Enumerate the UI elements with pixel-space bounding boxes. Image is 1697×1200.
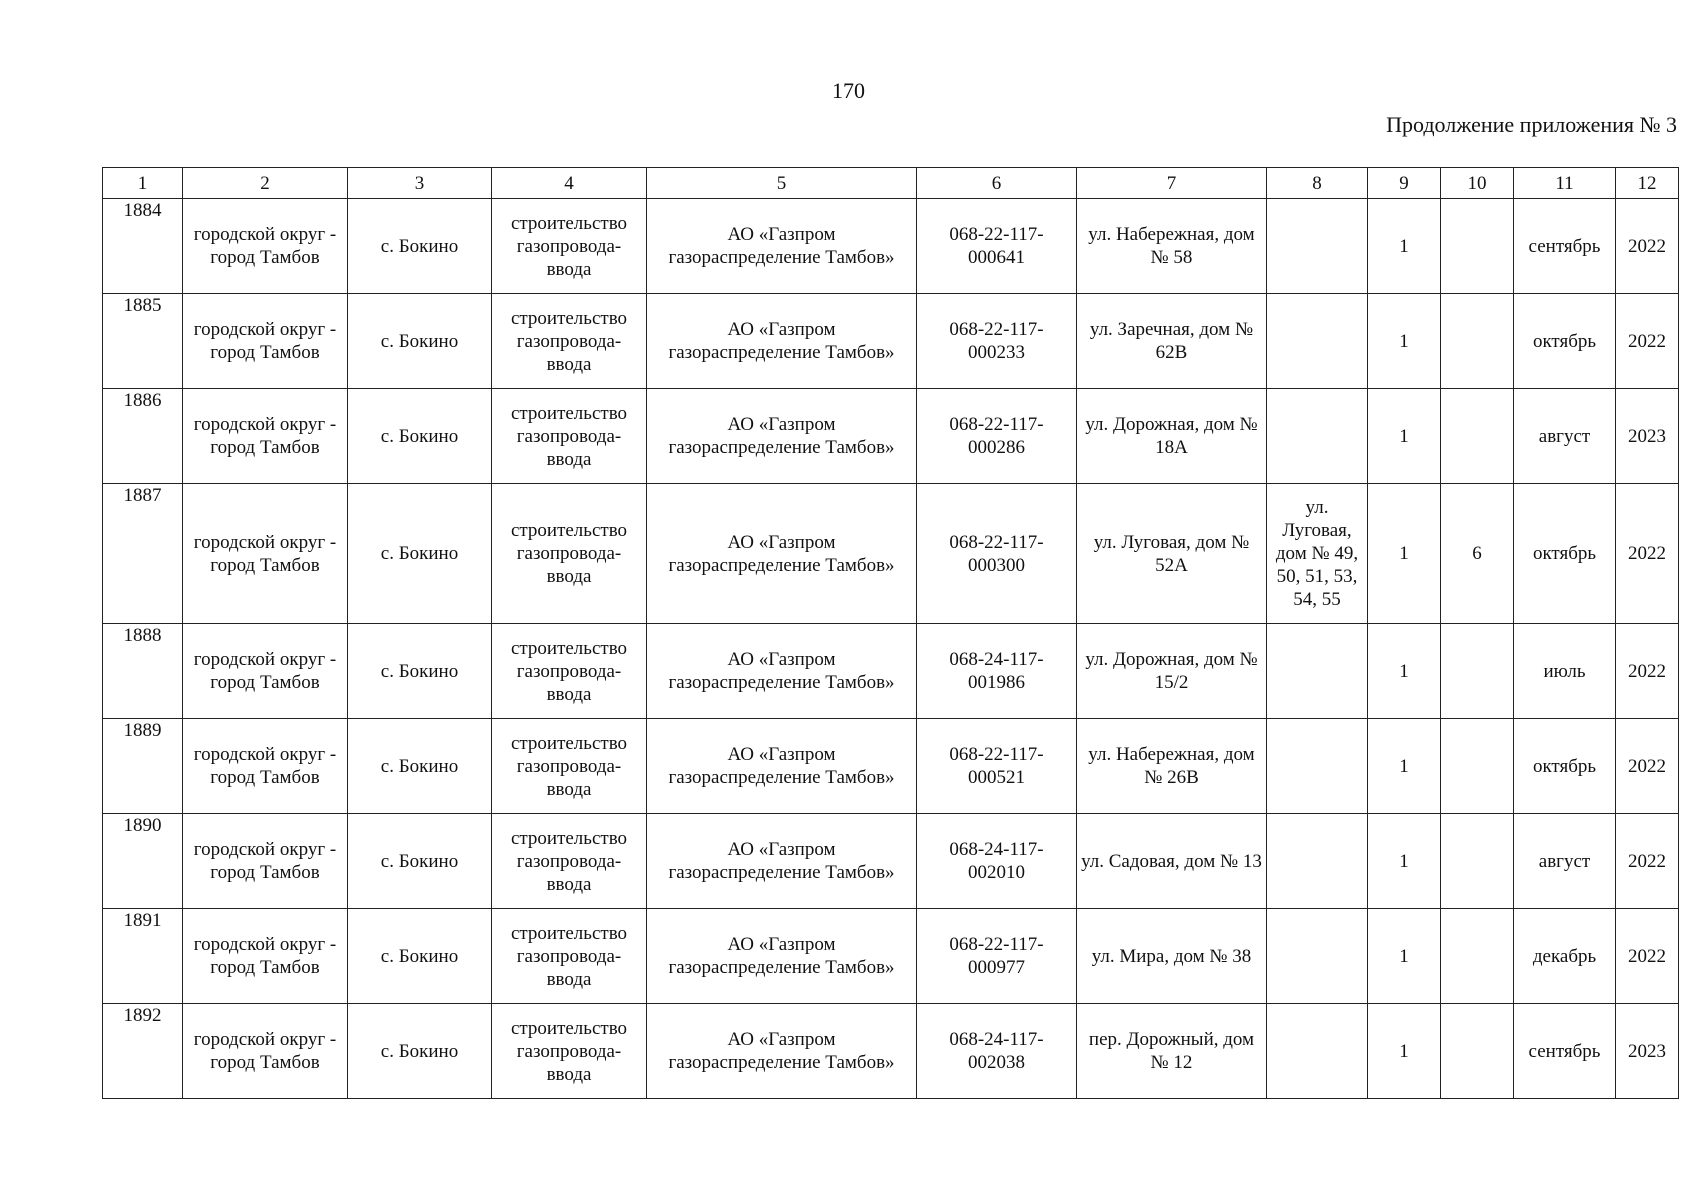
organization-cell: АО «Газпром газораспределение Тамбов»	[647, 1004, 917, 1099]
count-cell: 1	[1368, 389, 1441, 484]
year-cell: 2022	[1616, 294, 1679, 389]
connected-addresses-cell	[1267, 1004, 1368, 1099]
extra-count-cell	[1441, 294, 1514, 389]
extra-count-cell: 6	[1441, 484, 1514, 624]
count-cell: 1	[1368, 909, 1441, 1004]
table-row	[103, 719, 1679, 814]
year-cell: 2022	[1616, 909, 1679, 1004]
year-cell: 2022	[1616, 814, 1679, 909]
locality-cell: с. Бокино	[348, 389, 492, 484]
extra-count-cell	[1441, 624, 1514, 719]
col-header: 2	[183, 168, 348, 199]
locality-cell: с. Бокино	[348, 484, 492, 624]
count-cell: 1	[1368, 294, 1441, 389]
extra-count-cell	[1441, 389, 1514, 484]
year-cell: 2022	[1616, 719, 1679, 814]
address-cell: ул. Дорожная, дом № 18А	[1077, 389, 1267, 484]
year-cell: 2023	[1616, 1004, 1679, 1099]
connected-addresses-cell	[1267, 199, 1368, 294]
col-header: 3	[348, 168, 492, 199]
object-code-cell: 068-22-117-000300	[917, 484, 1077, 624]
connected-addresses-cell: ул. Луговая, дом № 49, 50, 51, 53, 54, 55	[1267, 484, 1368, 624]
object-code-cell: 068-22-117-000977	[917, 909, 1077, 1004]
table-row	[103, 199, 1679, 294]
row-number: 1891	[103, 909, 183, 1004]
address-cell: ул. Мира, дом № 38	[1077, 909, 1267, 1004]
col-header: 12	[1616, 168, 1679, 199]
table-row	[103, 484, 1679, 624]
col-header: 10	[1441, 168, 1514, 199]
organization-cell: АО «Газпром газораспределение Тамбов»	[647, 484, 917, 624]
connected-addresses-cell	[1267, 294, 1368, 389]
work-type-cell: строительство газопровода-ввода	[492, 909, 647, 1004]
extra-count-cell	[1441, 1004, 1514, 1099]
extra-count-cell	[1441, 719, 1514, 814]
work-type-cell: строительство газопровода-ввода	[492, 199, 647, 294]
connected-addresses-cell	[1267, 909, 1368, 1004]
object-code-cell: 068-22-117-000286	[917, 389, 1077, 484]
row-number: 1889	[103, 719, 183, 814]
object-code-cell: 068-22-117-000641	[917, 199, 1077, 294]
page-number: 170	[832, 78, 865, 103]
organization-cell: АО «Газпром газораспределение Тамбов»	[647, 814, 917, 909]
month-cell: август	[1514, 814, 1616, 909]
work-type-cell: строительство газопровода-ввода	[492, 814, 647, 909]
extra-count-cell	[1441, 814, 1514, 909]
year-cell: 2023	[1616, 389, 1679, 484]
month-cell: июль	[1514, 624, 1616, 719]
row-number: 1885	[103, 294, 183, 389]
count-cell: 1	[1368, 1004, 1441, 1099]
row-number: 1886	[103, 389, 183, 484]
address-cell: пер. Дорожный, дом № 12	[1077, 1004, 1267, 1099]
organization-cell: АО «Газпром газораспределение Тамбов»	[647, 199, 917, 294]
month-cell: август	[1514, 389, 1616, 484]
district-cell: городской округ - город Тамбов	[183, 814, 348, 909]
work-type-cell: строительство газопровода-ввода	[492, 1004, 647, 1099]
table-row	[103, 814, 1679, 909]
table-row	[103, 1004, 1679, 1099]
col-header: 8	[1267, 168, 1368, 199]
row-number: 1890	[103, 814, 183, 909]
work-type-cell: строительство газопровода-ввода	[492, 389, 647, 484]
work-type-cell: строительство газопровода-ввода	[492, 294, 647, 389]
object-code-cell: 068-24-117-002010	[917, 814, 1077, 909]
district-cell: городской округ - город Тамбов	[183, 389, 348, 484]
district-cell: городской округ - город Тамбов	[183, 294, 348, 389]
connected-addresses-cell	[1267, 719, 1368, 814]
connected-addresses-cell	[1267, 814, 1368, 909]
district-cell: городской округ - город Тамбов	[183, 719, 348, 814]
organization-cell: АО «Газпром газораспределение Тамбов»	[647, 294, 917, 389]
row-number: 1892	[103, 1004, 183, 1099]
month-cell: октябрь	[1514, 484, 1616, 624]
organization-cell: АО «Газпром газораспределение Тамбов»	[647, 389, 917, 484]
extra-count-cell	[1441, 199, 1514, 294]
col-header: 7	[1077, 168, 1267, 199]
year-cell: 2022	[1616, 484, 1679, 624]
month-cell: сентябрь	[1514, 199, 1616, 294]
row-number: 1888	[103, 624, 183, 719]
work-type-cell: строительство газопровода-ввода	[492, 484, 647, 624]
organization-cell: АО «Газпром газораспределение Тамбов»	[647, 719, 917, 814]
col-header: 1	[103, 168, 183, 199]
col-header: 6	[917, 168, 1077, 199]
count-cell: 1	[1368, 199, 1441, 294]
month-cell: сентябрь	[1514, 1004, 1616, 1099]
year-cell: 2022	[1616, 199, 1679, 294]
appendix-title: Продолжение приложения № 3	[1386, 112, 1677, 137]
object-code-cell: 068-22-117-000233	[917, 294, 1077, 389]
locality-cell: с. Бокино	[348, 909, 492, 1004]
table-row	[103, 389, 1679, 484]
row-number: 1884	[103, 199, 183, 294]
table-row	[103, 909, 1679, 1004]
col-header: 4	[492, 168, 647, 199]
district-cell: городской округ - город Тамбов	[183, 199, 348, 294]
locality-cell: с. Бокино	[348, 294, 492, 389]
table-row	[103, 624, 1679, 719]
month-cell: октябрь	[1514, 294, 1616, 389]
address-cell: ул. Набережная, дом № 26В	[1077, 719, 1267, 814]
work-type-cell: строительство газопровода-ввода	[492, 624, 647, 719]
col-header: 9	[1368, 168, 1441, 199]
object-code-cell: 068-24-117-002038	[917, 1004, 1077, 1099]
year-cell: 2022	[1616, 624, 1679, 719]
locality-cell: с. Бокино	[348, 814, 492, 909]
object-code-cell: 068-24-117-001986	[917, 624, 1077, 719]
month-cell: октябрь	[1514, 719, 1616, 814]
col-header: 5	[647, 168, 917, 199]
object-code-cell: 068-22-117-000521	[917, 719, 1077, 814]
district-cell: городской округ - город Тамбов	[183, 484, 348, 624]
district-cell: городской округ - город Тамбов	[183, 624, 348, 719]
connected-addresses-cell	[1267, 624, 1368, 719]
address-cell: ул. Садовая, дом № 13	[1077, 814, 1267, 909]
address-cell: ул. Набережная, дом № 58	[1077, 199, 1267, 294]
locality-cell: с. Бокино	[348, 199, 492, 294]
registry-table	[102, 167, 1679, 1099]
address-cell: ул. Заречная, дом № 62В	[1077, 294, 1267, 389]
address-cell: ул. Луговая, дом № 52А	[1077, 484, 1267, 624]
locality-cell: с. Бокино	[348, 624, 492, 719]
address-cell: ул. Дорожная, дом № 15/2	[1077, 624, 1267, 719]
count-cell: 1	[1368, 719, 1441, 814]
district-cell: городской округ - город Тамбов	[183, 1004, 348, 1099]
district-cell: городской округ - город Тамбов	[183, 909, 348, 1004]
col-header: 11	[1514, 168, 1616, 199]
connected-addresses-cell	[1267, 389, 1368, 484]
table-row	[103, 294, 1679, 389]
count-cell: 1	[1368, 484, 1441, 624]
work-type-cell: строительство газопровода-ввода	[492, 719, 647, 814]
extra-count-cell	[1441, 909, 1514, 1004]
column-number-row	[103, 168, 1679, 199]
locality-cell: с. Бокино	[348, 1004, 492, 1099]
count-cell: 1	[1368, 624, 1441, 719]
organization-cell: АО «Газпром газораспределение Тамбов»	[647, 624, 917, 719]
locality-cell: с. Бокино	[348, 719, 492, 814]
row-number: 1887	[103, 484, 183, 624]
month-cell: декабрь	[1514, 909, 1616, 1004]
count-cell: 1	[1368, 814, 1441, 909]
organization-cell: АО «Газпром газораспределение Тамбов»	[647, 909, 917, 1004]
